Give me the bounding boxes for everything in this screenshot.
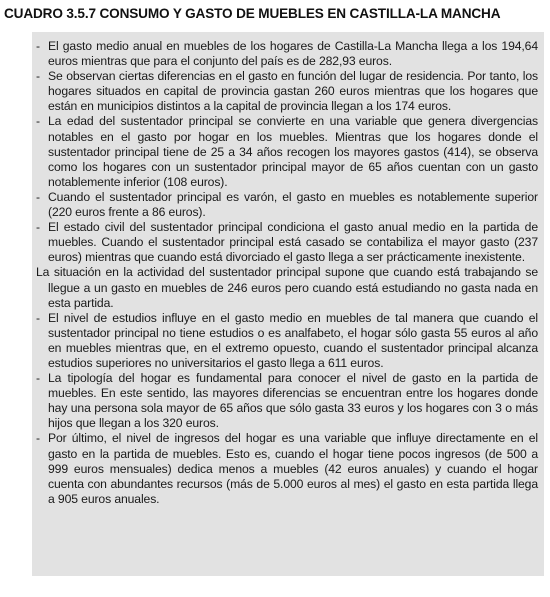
table-title: CUADRO 3.5.7 CONSUMO Y GASTO DE MUEBLES EN CASTILLA-LA MANCHA (4, 6, 501, 21)
list-item (36, 265, 538, 310)
item-text: Se observan ciertas diferencias en el gasto en función del lugar de residencia. Por tanto, los hogares situados en capital de provincia gastan 260 euros mientras que los hogares que están en municipios distintos a la capital de provincia llegan a los 174 euros. (48, 69, 538, 114)
list-item (36, 371, 538, 431)
list-item (36, 114, 538, 189)
bullet-dash: - (36, 114, 40, 129)
bullet-dash: - (36, 69, 40, 84)
item-text: El nivel de estudios influye en el gasto medio en muebles de tal manera que cuando el sustentador principal no tiene estudios o es analfabeto, el hogar sólo gasta 55 euros al año en muebles mientras que, en el extremo opuesto, cuando el sustentador principal alcanza estudios superiores no universitarios el gasto llega a 611 euros. (48, 310, 538, 370)
list-item (36, 69, 538, 114)
findings-list (36, 39, 538, 507)
item-text: La tipología del hogar es fundamental para conocer el nivel de gasto en la partida de muebles. En este sentido, las mayores diferencias se encuentran entre los hogares donde hay una persona sola mayor de 65 años que sólo gasta 33 euros y los hogares con 3 o más hijos que llegan a los 320 euros. (48, 371, 538, 431)
list-item (36, 431, 538, 506)
list-item (36, 190, 538, 220)
item-text: La edad del sustentador principal se convierte en una variable que genera divergencias notables en el gasto por hogar en los muebles. Mientras que los hogares donde el sustentador principal tiene de 25 a 34 años recogen los mayores gastos (414), se observa como los hogares con un sustentador principal mayor de 65 años cuentan con un gasto notablemente inferior (108 euros). (48, 114, 538, 189)
summary-box (32, 32, 544, 576)
item-text: El estado civil del sustentador principal condiciona el gasto anual medio en la partida de muebles. Cuando el sustentador principal está casado se contabiliza el mayor gasto (237 euros) mientras que cuando está divorciado el gasto llega a ser prácticamente inexistente. (48, 220, 538, 265)
item-text: La situación en la actividad del sustentador principal supone que cuando está trabajando se llegue a un gasto en muebles de 246 euros pero cuando está estudiando no gasta nada en esta partida. (36, 265, 538, 310)
bullet-dash: - (36, 310, 40, 325)
bullet-dash: - (36, 189, 40, 204)
list-item (36, 220, 538, 265)
bullet-dash: - (36, 431, 40, 446)
item-text: El gasto medio anual en muebles de los hogares de Castilla-La Mancha llega a los 194,64 euros mientras que para el conjunto del país es de 282,93 euros. (48, 39, 538, 69)
item-text: Por último, el nivel de ingresos del hogar es una variable que influye directamente en el gasto en la partida de muebles. Esto es, cuando el hogar tiene pocos ingresos (de 500 a 999 euros mensuales) dedica menos a muebles (42 euros anuales) y cuando el hogar cuenta con abundantes recursos (más de 5.000 euros al mes) el gasto en esta partida llega a 905 euros anuales. (48, 431, 538, 506)
bullet-dash: - (36, 371, 40, 386)
bullet-dash: - (36, 39, 40, 53)
bullet-dash: - (36, 220, 40, 235)
list-item (36, 311, 538, 371)
list-item (36, 39, 538, 69)
item-text: Cuando el sustentador principal es varón, el gasto en muebles es notablemente superior (220 euros frente a 86 euros). (48, 189, 538, 220)
